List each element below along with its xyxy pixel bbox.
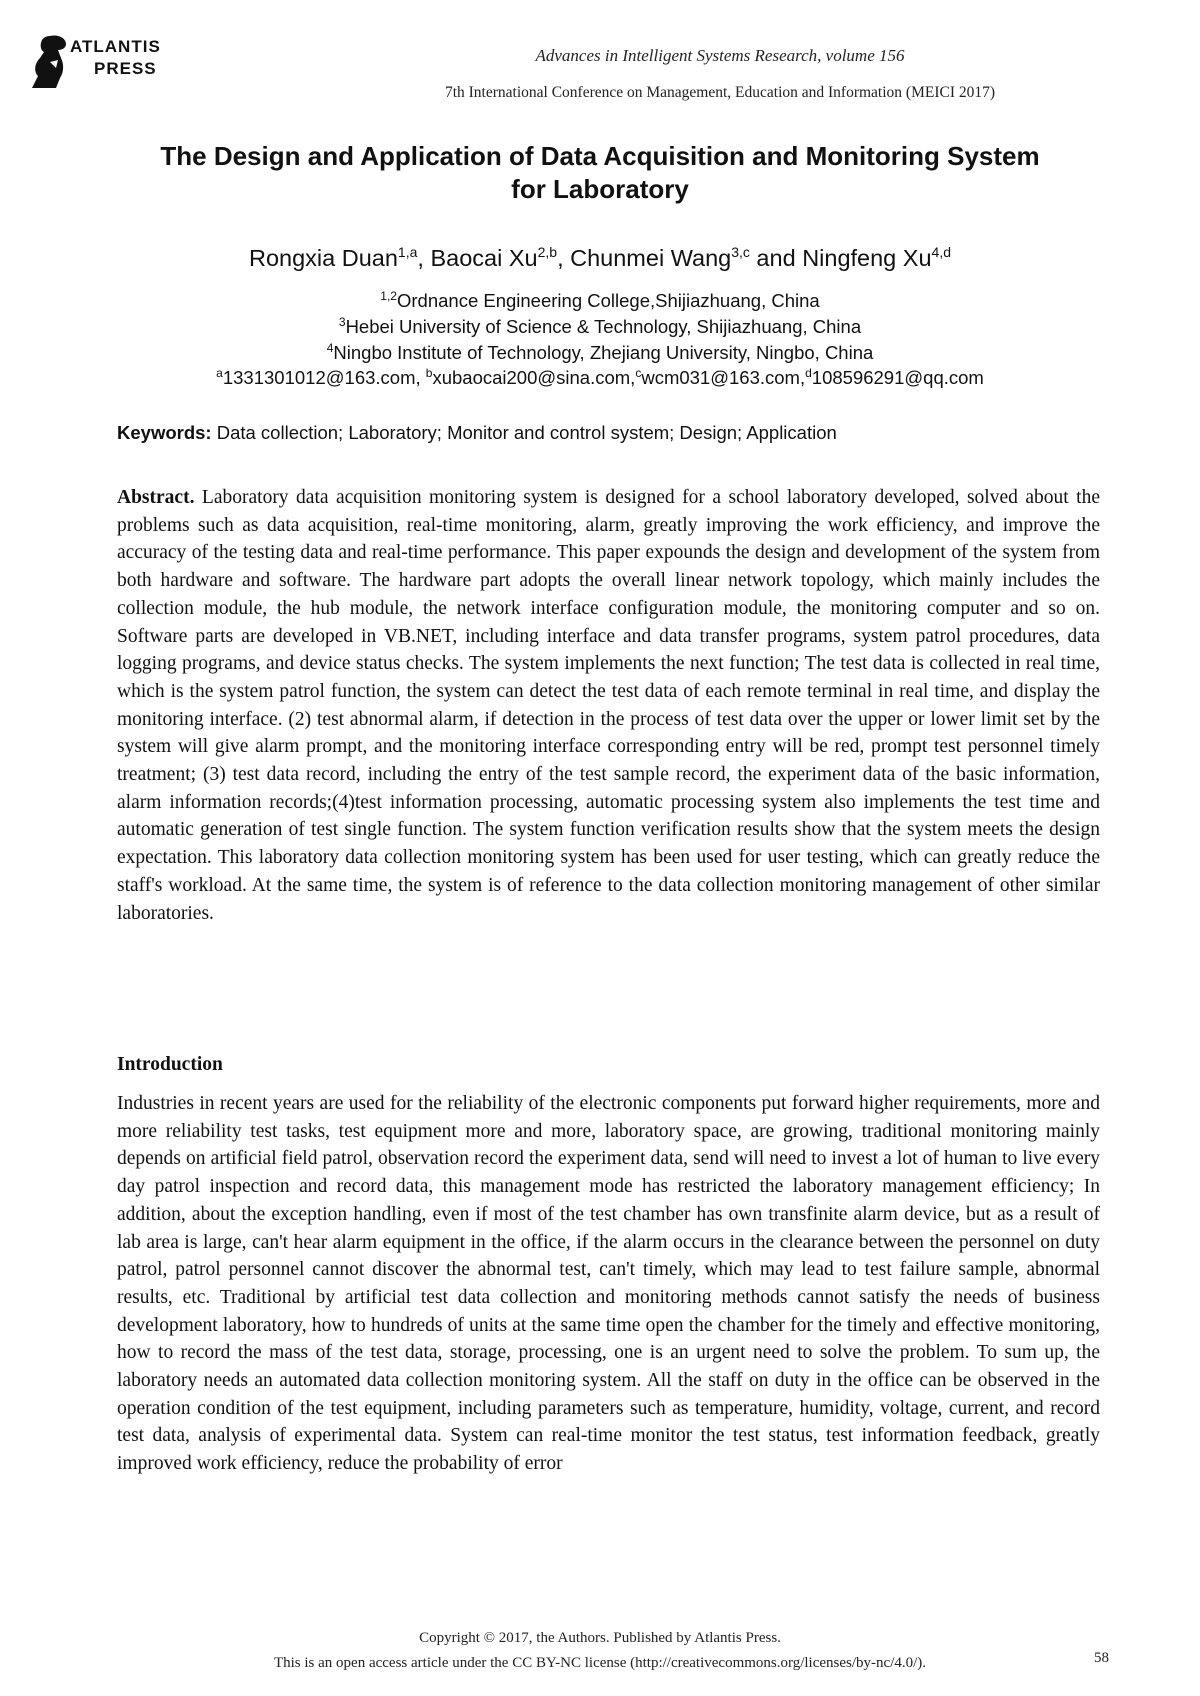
author-sup: 2,b (537, 244, 558, 260)
author-separator: , (557, 244, 571, 271)
paper-title (100, 140, 1100, 206)
abstract-text: Laboratory data acquisition monitoring system is designed for a school laboratory developed, solved about the problems such as data acquisition, real-time monitoring, alarm, greatly improving the work efficiency, and improve the accuracy of the testing data and real-time performance. This paper expounds the design and development of the system from both hardware and software. The hardware part adopts the overall linear network topology, which mainly includes the collection module, the hub module, the network interface configuration module, the monitoring computer and so on. Software parts are developed in VB.NET, including interface and data transfer programs, system patrol procedures, data logging programs, and device status checks. The system implements the next function; The test data is collected in real time, which is the system patrol function, the system can detect the test data of each remote terminal in real time, and display the monitoring interface. (2) test abnormal alarm, if detection in the process of test data over the upper or lower limit set by the system will give alarm prompt, and the monitoring interface corresponding entry will be red, prompt test personnel timely treatment; (3) test data record, including the entry of the test sample record, the experiment data of the basic information, alarm information records;(4)test information processing, automatic processing system also implements the test time and automatic generation of test single function. The system function verification results show that the system meets the design expectation. This laboratory data collection monitoring system has been used for user testing, which can greatly reduce the staff's workload. At the same time, the system is of reference to the data collection monitoring management of other similar laboratories. (117, 487, 1100, 924)
logo-line-1: ATLANTIS (70, 37, 161, 56)
email-address: xubaocai200@sina.com, (432, 367, 636, 389)
keywords-label: Keywords: (117, 422, 212, 443)
conference-header: 7th International Conference on Management, Education and Information (MEICI 2017) (444, 84, 996, 101)
introduction-paragraph: Industries in recent years are used for the reliability of the electronic components put forward higher requirements, more and more reliability test tasks, test equipment more and more, laboratory space, are growing, traditional monitoring mainly depends on artificial field patrol, observation record the experiment data, send will need to invest a lot of human to live every day patrol inspection and record data, this management mode has restricted the laboratory management efficiency; In addition, about the exception handling, even if most of the test chamber has own transfinite alarm device, but as a result of lab area is large, can't hear alarm equipment in the office, if the alarm occurs in the clearance between the personnel on duty patrol, patrol personnel cannot discover the abnormal test, can't timely, which may lead to test failure sample, abnormal results, etc. Traditional by artificial test data collection and monitoring methods cannot satisfy the needs of business development laboratory, how to hundreds of units at the same time open the chamber for the timely and effective monitoring, how to record the mass of the test data, storage, processing, one is an urgent need to solve the problem. To sum up, the laboratory needs an automated data collection monitoring system. All the staff on duty in the office can be observed in the operation condition of the test equipment, including parameters such as temperature, humidity, voltage, current, and record test data, analysis of experimental data. System can real-time monitor the test status, test information feedback, greatly improved work efficiency, reduce the probability of error (117, 1093, 1100, 1475)
copyright-notice: Copyright © 2017, the Authors. Published by Atlantis Press. (419, 1630, 781, 1646)
affiliation (100, 310, 1100, 339)
email-address: wcm031@163.com, (641, 367, 806, 389)
author-sup: 3,c (731, 244, 750, 260)
license-notice: This is an open access article under the CC BY-NC license (http://creativecommons.org/licenses/by-nc/4.0/). (273, 1655, 927, 1671)
email-list (100, 361, 1100, 390)
email-address: 1331301012@163.com, (222, 367, 426, 389)
affiliation-text: Ordnance Engineering College,Shijiazhuang, China (396, 290, 820, 312)
affiliation-sup: 4 (326, 341, 334, 355)
author-name: Rongxia Duan (248, 244, 398, 271)
keywords (117, 422, 1097, 444)
author-sup: 4,d (931, 244, 951, 260)
email-sup: b (425, 366, 433, 380)
keywords-text: Data collection; Laboratory; Monitor and control system; Design; Application (211, 422, 837, 443)
author-separator: and (749, 244, 803, 271)
author-separator: , (417, 244, 431, 271)
email-sup: c (635, 366, 642, 380)
title-line-1: The Design and Application of Data Acquisition and Monitoring System (160, 141, 1040, 171)
affiliation-text: Hebei University of Science & Technology, Shijiazhuang, China (345, 316, 862, 338)
affiliation-text: Ningbo Institute of Technology, Zhejiang University, Ningbo, China (333, 342, 874, 364)
email-address: 108596291@qq.com (811, 367, 984, 389)
author-name: Baocai Xu (430, 244, 538, 271)
email-sup: a (216, 366, 223, 380)
atlantis-figure-icon (28, 32, 70, 92)
abstract (117, 484, 1100, 927)
author-list (100, 244, 1100, 272)
affiliation-sup: 3 (338, 315, 346, 329)
logo-line-2: PRESS (94, 59, 157, 78)
email-sup: d (805, 366, 812, 380)
journal-header: Advances in Intelligent Systems Research, volume 156 (535, 46, 905, 65)
author-name: Ningfeng Xu (802, 244, 932, 271)
author-name: Chunmei Wang (570, 244, 732, 271)
section-heading-introduction: Introduction (117, 1054, 223, 1075)
affiliation (100, 284, 1100, 313)
page-number: 58 (1094, 1650, 1109, 1666)
abstract-label: Abstract. (117, 487, 195, 508)
author-sup: 1,a (397, 244, 418, 260)
affiliation-sup: 1,2 (380, 289, 397, 303)
title-line-2: for Laboratory (511, 174, 689, 204)
